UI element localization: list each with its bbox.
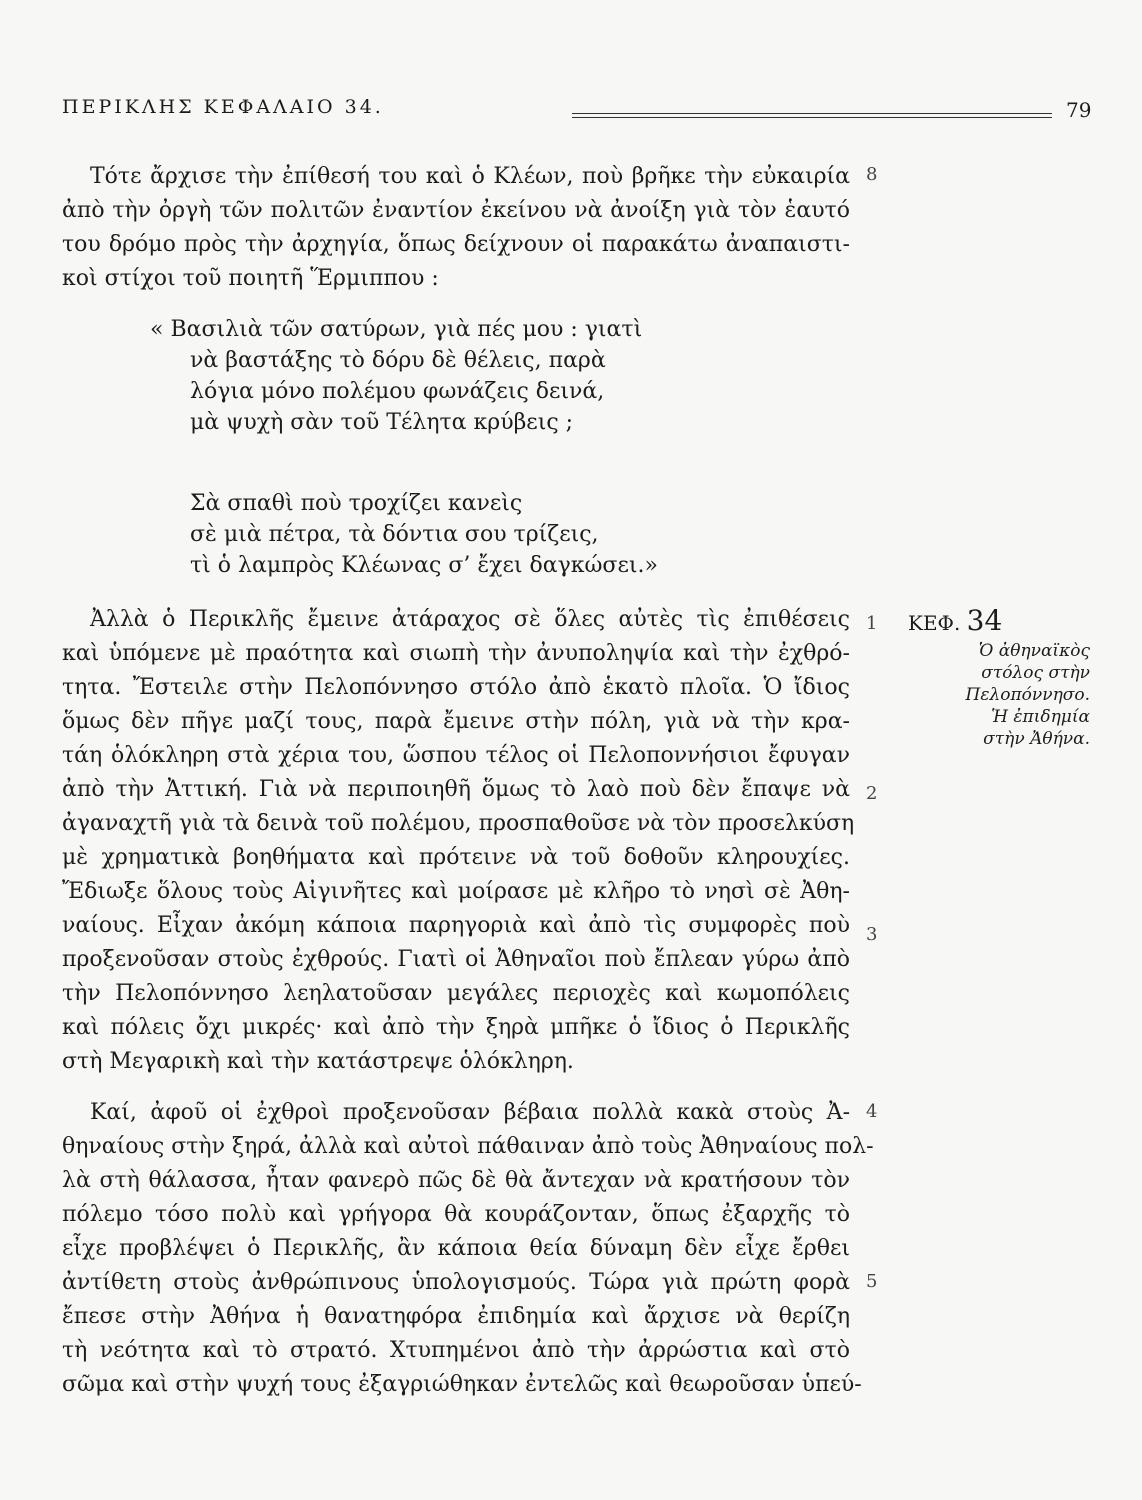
page-number: 79 <box>1066 98 1092 122</box>
text-line: ἀπὸ τὴν ὀργὴ τῶν πολιτῶν ἐναντίον ἐκείνου νὰ ἀνοίξη γιὰ τὸν ἑαυτό <box>62 198 850 223</box>
section-number: 8 <box>866 164 878 185</box>
text-line: λὰ στὴ θάλασσα, ἦταν φανερὸ πῶς δὲ θὰ ἄντεχαν νὰ κρατήσουν τὸν <box>62 1168 850 1193</box>
text-line: Τότε ἄρχισε τὴν ἐπίθεσή του καὶ ὁ Κλέων, ποὺ βρῆκε τὴν εὐκαιρία <box>90 164 850 189</box>
running-head <box>62 96 1092 136</box>
text-line: εἶχε προβλέψει ὁ Περικλῆς, ἂν κάποια θεία δύναμη δὲν εἶχε ἔρθει <box>62 1236 850 1261</box>
text-line: πόλεμο τόσο πολὺ καὶ γρήγορα θὰ κουράζονταν, ὅπως ἐξαρχῆς τὸ <box>62 1202 850 1227</box>
text-line: ἀπὸ τὴν Ἀττική. Γιὰ νὰ περιποιηθῆ ὅμως τὸ λαὸ ποὺ δὲν ἔπαψε νὰ <box>62 777 850 802</box>
text-line: καὶ ὑπόμενε μὲ πραότητα καὶ σιωπὴ τὴν ἀνυποληψία καὶ τὴν ἐχθρό- <box>62 641 850 666</box>
chapter-number: 34 <box>966 604 1003 637</box>
margin-note-chapter <box>908 604 1118 637</box>
verse-stanza-1 <box>150 314 710 438</box>
section-number: 1 <box>866 613 878 634</box>
text-line: μὲ χρηματικὰ βοηθήματα καὶ πρότεινε νὰ τοῦ δοθοῦν κληρουχίες. <box>62 845 850 870</box>
verse-line: νὰ βαστάξης τὸ δόρυ δὲ θέλεις, παρὰ <box>190 348 606 373</box>
text-line: Ἔδιωξε ὅλους τοὺς Αἰγινῆτες καὶ μοίρασε μὲ κλῆρο τὸ νησὶ σὲ Ἀθη- <box>62 879 850 904</box>
verse-line: σὲ μιὰ πέτρα, τὰ δόντια σου τρίζεις, <box>190 522 599 547</box>
section-number: 3 <box>866 924 878 945</box>
header-rule-bottom <box>572 117 1052 118</box>
margin-note-line: Ἡ ἐπιδημία <box>991 707 1090 727</box>
header-rule-top <box>572 113 1052 114</box>
section-number: 4 <box>866 1101 878 1122</box>
text-line: ἀγαναχτῆ γιὰ τὰ δεινὰ τοῦ πολέμου, προσπαθοῦσε νὰ τὸν προσελκύση <box>62 811 855 836</box>
verse-line: λόγια μόνο πολέμου φωνάζεις δεινά, <box>190 379 605 404</box>
chapter-label: ΚΕΦ. <box>908 611 961 635</box>
paragraph-2 <box>62 603 855 1079</box>
verse-line: μὰ ψυχὴ σὰν τοῦ Τέλητα κρύβεις ; <box>190 410 574 435</box>
section-number: 2 <box>866 783 878 804</box>
text-line: σῶμα καὶ στὴν ψυχή τους ἐξαγριώθηκαν ἐντελῶς καὶ θεωροῦσαν ὑπεύ- <box>62 1372 862 1397</box>
text-line: θηναίους στὴν ξηρά, ἀλλὰ καὶ αὐτοὶ πάθαιναν ἀπὸ τοὺς Ἀθηναίους πολ- <box>62 1134 874 1159</box>
verse-stanza-2 <box>150 488 710 581</box>
text-line: τάη ὁλόκληρη στὰ χέρια του, ὥσπου τέλος οἱ Πελοποννήσιοι ἔφυγαν <box>62 743 850 768</box>
margin-note-line: Ὁ ἀθηναϊκὸς <box>978 641 1090 661</box>
verse-line: Σὰ σπαθὶ ποὺ τροχίζει κανεὶς <box>190 491 523 516</box>
text-line: ὅμως δὲν πῆγε μαζί τους, παρὰ ἔμεινε στὴν πόλη, γιὰ νὰ τὴν κρα- <box>62 709 850 734</box>
text-line: κοὶ στίχοι τοῦ ποιητῆ Ἕρμιππου : <box>62 266 439 291</box>
text-line: προξενοῦσαν στοὺς ἐχθρούς. Γιατὶ οἱ Ἀθηναῖοι ποὺ ἔπλεαν γύρω ἀπὸ <box>62 947 850 972</box>
running-title: ΠΕΡΙΚΛΗΣ ΚΕΦΑΛΑΙΟ 34. <box>62 96 384 118</box>
text-line: Καί, ἀφοῦ οἱ ἐχθροὶ προξενοῦσαν βέβαια πολλὰ κακὰ στοὺς Ἀ- <box>90 1100 850 1125</box>
verse-line: τὶ ὁ λαμπρὸς Κλέωνας σ’ ἔχει δαγκώσει.» <box>190 553 658 578</box>
verse-line: « Βασιλιὰ τῶν σατύρων, γιὰ πές μου : γιατὶ <box>150 317 643 342</box>
section-number: 5 <box>866 1271 878 1292</box>
text-line: τητα. Ἔστειλε στὴν Πελοπόννησο στόλο ἀπὸ ἑκατὸ πλοῖα. Ὁ ἴδιος <box>62 675 850 700</box>
margin-note-line: Πελοπόννησο. <box>965 685 1090 705</box>
text-line: τὴ νεότητα καὶ τὸ στρατό. Χτυπημένοι ἀπὸ τὴν ἀρρώστια καὶ στὸ <box>62 1338 850 1363</box>
text-line: τὴν Πελοπόννησο λεηλατοῦσαν μεγάλες περιοχὲς καὶ κωμοπόλεις <box>62 981 850 1006</box>
paragraph-1 <box>62 160 850 296</box>
text-line: Ἀλλὰ ὁ Περικλῆς ἔμεινε ἀτάραχος σὲ ὅλες αὐτὲς τὶς ἐπιθέσεις <box>90 607 850 632</box>
text-line: στὴ Μεγαρικὴ καὶ τὴν κατάστρεψε ὁλόκληρη. <box>62 1049 574 1074</box>
paragraph-3 <box>62 1096 874 1402</box>
margin-note-line: στὴν Ἀθήνα. <box>983 729 1090 749</box>
text-line: του δρόμο πρὸς τὴν ἀρχηγία, ὅπως δείχνουν οἱ παρακάτω ἀναπαιστι- <box>62 232 850 257</box>
margin-note-line: στόλος στὴν <box>981 663 1090 683</box>
text-line: καὶ πόλεις ὄχι μικρές· καὶ ἀπὸ τὴν ξηρὰ μπῆκε ὁ ἴδιος ὁ Περικλῆς <box>62 1015 850 1040</box>
text-line: ναίους. Εἶχαν ἀκόμη κάποια παρηγοριὰ καὶ ἀπὸ τὶς συμφορὲς ποὺ <box>62 913 850 938</box>
margin-note <box>908 604 1118 750</box>
text-line: ἀντίθετη στοὺς ἀνθρώπινους ὑπολογισμούς. Τώρα γιὰ πρώτη φορὰ <box>62 1270 850 1295</box>
text-line: ἔπεσε στὴν Ἀθήνα ἡ θανατηφόρα ἐπιδημία καὶ ἄρχισε νὰ θερίζη <box>62 1304 850 1329</box>
